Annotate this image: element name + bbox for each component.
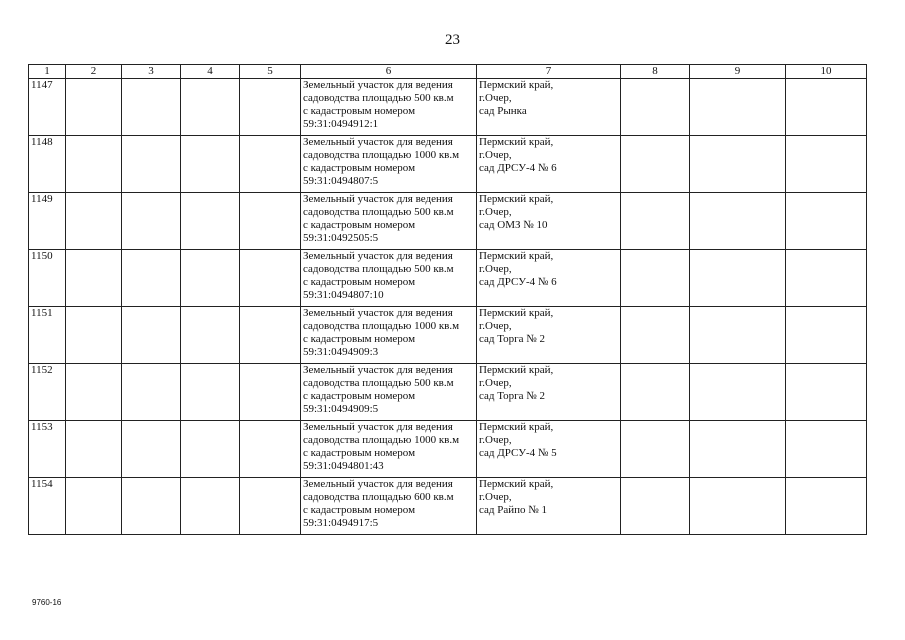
empty-cell <box>621 79 690 136</box>
empty-cell <box>786 136 867 193</box>
description-line: с кадастровым номером <box>303 219 416 231</box>
address-line: сад Торга № 2 <box>479 333 546 345</box>
row-number-cell: 1150 <box>29 250 66 307</box>
table-row <box>29 250 867 307</box>
address-line: г.Очер, <box>479 149 512 161</box>
description-line: Земельный участок для ведения <box>303 79 453 91</box>
empty-cell <box>66 421 122 478</box>
description-line: Земельный участок для ведения <box>303 478 453 490</box>
footer-document-code: 9760-16 <box>32 598 62 607</box>
column-header-6: 6 <box>301 65 477 79</box>
description-line: садоводства площадью 1000 кв.м <box>303 149 460 161</box>
address-line: Пермский край, <box>479 307 554 319</box>
address-line: г.Очер, <box>479 377 512 389</box>
column-header-4: 4 <box>181 65 240 79</box>
table-row <box>29 364 867 421</box>
row-number-cell: 1153 <box>29 421 66 478</box>
empty-cell <box>621 193 690 250</box>
description-line: с кадастровым номером <box>303 447 416 459</box>
address-line: сад Торга № 2 <box>479 390 546 402</box>
empty-cell <box>66 364 122 421</box>
table-body <box>29 79 867 535</box>
description-cell <box>301 421 477 478</box>
empty-cell <box>240 307 301 364</box>
row-number-cell: 1151 <box>29 307 66 364</box>
empty-cell <box>181 364 240 421</box>
row-number-cell: 1147 <box>29 79 66 136</box>
empty-cell <box>122 79 181 136</box>
address-line: г.Очер, <box>479 206 512 218</box>
table-header <box>29 65 867 79</box>
address-line: г.Очер, <box>479 491 512 503</box>
empty-cell <box>240 364 301 421</box>
empty-cell <box>621 478 690 535</box>
description-line: 59:31:0494807:5 <box>303 175 379 187</box>
empty-cell <box>181 193 240 250</box>
empty-cell <box>181 307 240 364</box>
column-header-9: 9 <box>690 65 786 79</box>
empty-cell <box>690 193 786 250</box>
empty-cell <box>690 307 786 364</box>
empty-cell <box>66 478 122 535</box>
row-number-cell: 1152 <box>29 364 66 421</box>
description-line: Земельный участок для ведения <box>303 136 453 148</box>
empty-cell <box>122 364 181 421</box>
empty-cell <box>240 136 301 193</box>
empty-cell <box>690 421 786 478</box>
empty-cell <box>786 307 867 364</box>
empty-cell <box>621 307 690 364</box>
description-cell <box>301 364 477 421</box>
table-row <box>29 79 867 136</box>
address-line: Пермский край, <box>479 136 554 148</box>
empty-cell <box>122 193 181 250</box>
empty-cell <box>181 136 240 193</box>
description-line: садоводства площадью 500 кв.м <box>303 92 454 104</box>
description-line: садоводства площадью 500 кв.м <box>303 263 454 275</box>
column-header-3: 3 <box>122 65 181 79</box>
description-line: с кадастровым номером <box>303 162 416 174</box>
empty-cell <box>66 193 122 250</box>
empty-cell <box>690 478 786 535</box>
empty-cell <box>621 364 690 421</box>
description-line: 59:31:0494909:3 <box>303 346 379 358</box>
empty-cell <box>66 250 122 307</box>
address-line: сад ДРСУ-4 № 6 <box>479 276 557 288</box>
empty-cell <box>240 193 301 250</box>
empty-cell <box>122 136 181 193</box>
description-line: с кадастровым номером <box>303 105 416 117</box>
empty-cell <box>240 478 301 535</box>
description-line: Земельный участок для ведения <box>303 364 453 376</box>
table-row <box>29 193 867 250</box>
column-header-7: 7 <box>477 65 621 79</box>
table-row <box>29 421 867 478</box>
address-line: Пермский край, <box>479 478 554 490</box>
description-line: с кадастровым номером <box>303 333 416 345</box>
empty-cell <box>786 364 867 421</box>
description-line: садоводства площадью 600 кв.м <box>303 491 454 503</box>
empty-cell <box>181 421 240 478</box>
address-line: г.Очер, <box>479 263 512 275</box>
description-line: 59:31:0494917:5 <box>303 517 379 529</box>
description-line: 59:31:0494807:10 <box>303 289 384 301</box>
row-number-cell: 1154 <box>29 478 66 535</box>
empty-cell <box>786 478 867 535</box>
address-cell <box>477 79 621 136</box>
description-cell <box>301 478 477 535</box>
description-line: Земельный участок для ведения <box>303 250 453 262</box>
empty-cell <box>66 307 122 364</box>
empty-cell <box>786 79 867 136</box>
empty-cell <box>122 307 181 364</box>
address-line: сад Рынка <box>479 105 527 117</box>
address-cell <box>477 478 621 535</box>
description-line: Земельный участок для ведения <box>303 193 453 205</box>
address-line: г.Очер, <box>479 320 512 332</box>
description-line: Земельный участок для ведения <box>303 307 453 319</box>
description-cell <box>301 193 477 250</box>
empty-cell <box>240 250 301 307</box>
description-cell <box>301 79 477 136</box>
column-header-8: 8 <box>621 65 690 79</box>
property-registry-table <box>28 64 867 535</box>
description-cell <box>301 250 477 307</box>
column-header-2: 2 <box>66 65 122 79</box>
empty-cell <box>690 250 786 307</box>
empty-cell <box>66 79 122 136</box>
empty-cell <box>786 421 867 478</box>
empty-cell <box>786 193 867 250</box>
address-line: Пермский край, <box>479 193 554 205</box>
address-cell <box>477 364 621 421</box>
empty-cell <box>240 79 301 136</box>
column-header-1: 1 <box>29 65 66 79</box>
table-row <box>29 478 867 535</box>
address-line: Пермский край, <box>479 421 554 433</box>
header-row <box>29 65 867 79</box>
address-line: Пермский край, <box>479 364 554 376</box>
row-number-cell: 1149 <box>29 193 66 250</box>
empty-cell <box>786 250 867 307</box>
table-row <box>29 136 867 193</box>
description-line: 59:31:0494912:1 <box>303 118 379 130</box>
address-line: г.Очер, <box>479 434 512 446</box>
column-header-5: 5 <box>240 65 301 79</box>
description-line: садоводства площадью 1000 кв.м <box>303 320 460 332</box>
address-cell <box>477 250 621 307</box>
empty-cell <box>122 421 181 478</box>
address-line: сад ДРСУ-4 № 6 <box>479 162 557 174</box>
address-cell <box>477 421 621 478</box>
empty-cell <box>690 79 786 136</box>
description-line: садоводства площадью 1000 кв.м <box>303 434 460 446</box>
description-line: садоводства площадью 500 кв.м <box>303 377 454 389</box>
empty-cell <box>690 364 786 421</box>
empty-cell <box>181 250 240 307</box>
table-row <box>29 307 867 364</box>
address-line: сад ОМЗ № 10 <box>479 219 548 231</box>
address-cell <box>477 136 621 193</box>
description-cell <box>301 136 477 193</box>
address-line: Пермский край, <box>479 250 554 262</box>
page-number: 23 <box>445 32 460 48</box>
description-line: 59:31:0492505:5 <box>303 232 379 244</box>
empty-cell <box>122 478 181 535</box>
address-line: сад Райпо № 1 <box>479 504 548 516</box>
description-line: 59:31:0494909:5 <box>303 403 379 415</box>
description-line: с кадастровым номером <box>303 504 416 516</box>
empty-cell <box>621 421 690 478</box>
address-line: г.Очер, <box>479 92 512 104</box>
empty-cell <box>690 136 786 193</box>
column-header-10: 10 <box>786 65 867 79</box>
description-line: Земельный участок для ведения <box>303 421 453 433</box>
description-line: 59:31:0494801:43 <box>303 460 384 472</box>
empty-cell <box>621 136 690 193</box>
empty-cell <box>181 478 240 535</box>
empty-cell <box>122 250 181 307</box>
description-line: с кадастровым номером <box>303 276 416 288</box>
description-cell <box>301 307 477 364</box>
empty-cell <box>66 136 122 193</box>
empty-cell <box>181 79 240 136</box>
address-line: Пермский край, <box>479 79 554 91</box>
empty-cell <box>240 421 301 478</box>
description-line: с кадастровым номером <box>303 390 416 402</box>
row-number-cell: 1148 <box>29 136 66 193</box>
address-line: сад ДРСУ-4 № 5 <box>479 447 557 459</box>
address-cell <box>477 193 621 250</box>
empty-cell <box>621 250 690 307</box>
description-line: садоводства площадью 500 кв.м <box>303 206 454 218</box>
address-cell <box>477 307 621 364</box>
